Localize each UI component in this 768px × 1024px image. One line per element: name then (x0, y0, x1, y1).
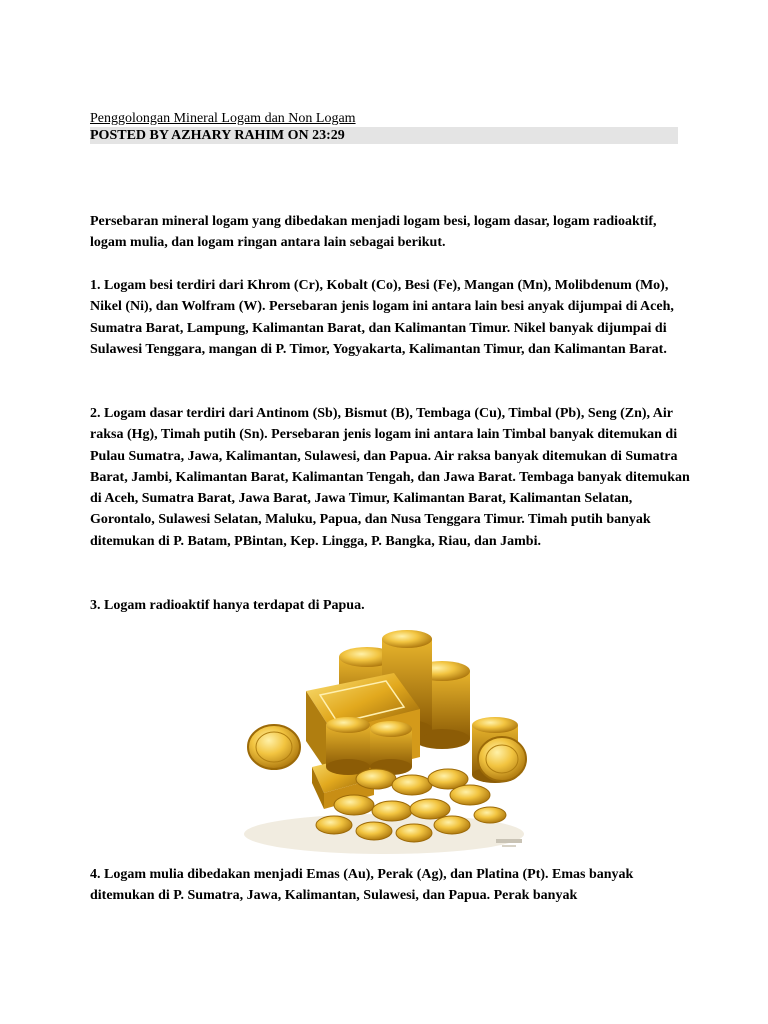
paragraph-intro: Persebaran mineral logam yang dibedakan menjadi logam besi, logam dasar, logam radioaktif, logam mulia, dan logam ringan antara lain sebagai berikut. (90, 214, 657, 251)
paragraph-logam-radioaktif: 3. Logam radioaktif hanya terdapat di Papua. (90, 598, 365, 613)
coin-stack-mid-center (370, 721, 412, 775)
post-byline: POSTED BY AZHARY RAHIM ON 23:29 (90, 127, 678, 144)
paragraph-logam-mulia: 4. Logam mulia dibedakan menjadi Emas (Au), Perak (Ag), dan Platina (Pt). Emas banyak ditemukan di P. Sumatra, Jawa, Kalimantan, Sulawesi, dan Papua. Perak banyak (90, 867, 634, 904)
paragraph-logam-besi: 1. Logam besi terdiri dari Khrom (Cr), Kobalt (Co), Besi (Fe), Mangan (Mn), Molibdenum (Mo), Nikel (Ni), dan Wolfram (W). Persebaran jenis logam ini antara lain besi anyak dijumpai di Aceh, Sumatra Barat, Lampung, Kalimantan Barat, dan Kalimantan Timur. Nikel banyak dijumpai di Sulawesi Tenggara, mangan di P. Timor, Yogyakarta, Kalimantan Timur, dan Kalimantan Barat. (90, 278, 674, 357)
coin-leaning-right (478, 737, 526, 781)
post-title[interactable]: Penggolongan Mineral Logam dan Non Logam (90, 111, 356, 126)
gold-coins-illustration (234, 629, 535, 859)
gold-coins-image (234, 629, 535, 859)
coin-leaning-left (248, 725, 300, 769)
coin-stack-mid-left (326, 717, 370, 775)
paragraph-logam-dasar: 2. Logam dasar terdiri dari Antinom (Sb), Bismut (B), Tembaga (Cu), Timbal (Pb), Seng (Zn), Air raksa (Hg), Timah putih (Sn). Persebaran jenis logam ini antara lain Timbal banyak ditemukan di Pulau Sumatra, Jawa, Kalimantan, Sulawesi, dan Papua. Air raksa banyak ditemukan di Sumatra Barat, Jambi, Kalimantan Barat, Kalimantan Tengah, dan Jawa Barat. Tembaga banyak ditemukan di Aceh, Sumatra Barat, Jawa Barat, Jawa Timur, Kalimantan Barat, Kalimantan Selatan, Gorontalo, Sulawesi Selatan, Maluku, Papua, dan Nusa Tenggara Timur. Timah putih banyak ditemukan di P. Batam, PBintan, Kep. Lingga, P. Bangka, Riau, dan Jambi. (90, 406, 690, 549)
